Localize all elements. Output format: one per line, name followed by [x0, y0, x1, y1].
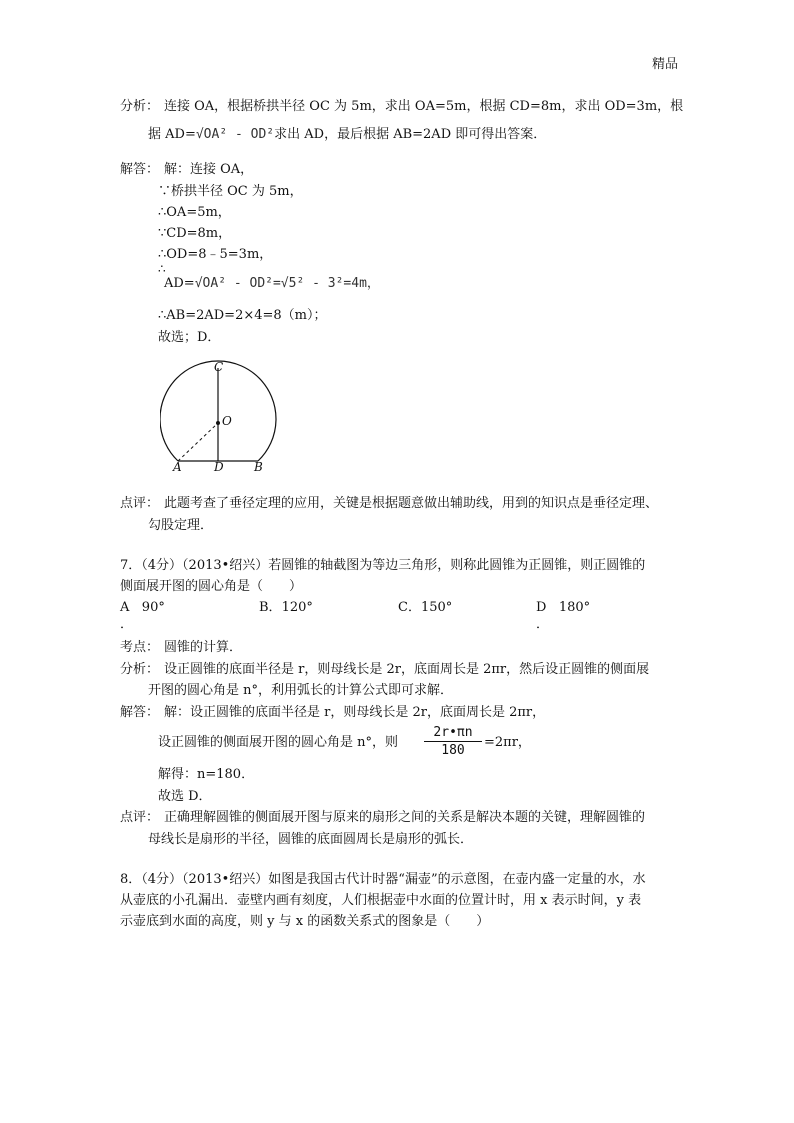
q7-option-b: B．120°	[259, 600, 313, 615]
analysis-tag: 分析：	[120, 662, 160, 677]
ab-line: ∴AB=2AD=2×4=8（m）；	[158, 308, 327, 323]
solution-line-2-prefix: 设正圆锥的侧面展开图的圆心角是 n°，则	[158, 735, 399, 750]
label-b: B	[254, 460, 263, 474]
sqrt-formula: √OA² - OD²	[195, 127, 275, 142]
comment-line-2: 勾股定理．	[148, 518, 214, 533]
q8-line-1: 8．（4分）（2013•绍兴）如图是我国古代计时器“漏壶”的示意图，在壶内盛一定量的水，水	[120, 872, 646, 887]
solution-tag: 解答：	[120, 162, 160, 177]
ad-line: AD=√OA² - OD²=√5² - 3²=4m，	[164, 276, 380, 291]
comment-line-1: 此题考查了垂径定理的应用，关键是根据题意做出辅助线，用到的知识点是垂径定理、	[164, 496, 659, 511]
solution-line: 解：连接 OA，	[164, 162, 254, 177]
solution-line-3: 解得：n=180．	[158, 767, 255, 782]
q7-dot: ．	[536, 617, 550, 632]
q8-line-3: 示壶底到水面的高度，则 y 与 x 的函数关系式的图象是（ ）	[120, 914, 490, 929]
solution-line-4: 故选 D．	[158, 789, 212, 804]
label-o: O	[222, 414, 232, 428]
analysis-line-2: 据 AD=√OA² - OD²求出 AD，最后根据 AB=2AD 即可得出答案．	[148, 127, 547, 142]
solution-line-1: 解：设正圆锥的底面半径是 r，则母线长是 2r，底面周长是 2πr，	[164, 705, 546, 720]
comment-tag: 点评：	[120, 810, 160, 825]
q7-option-a: A 90°	[120, 600, 165, 615]
q7-stem-line-1: 7．（4分）（2013•绍兴）若圆锥的轴截图为等边三角形，则称此圆锥为正圆锥，则正圆锥的	[120, 558, 646, 573]
label-c: C	[214, 360, 224, 374]
fraction	[424, 726, 482, 757]
fraction-numerator: 2r•πn	[433, 725, 473, 740]
solution-line-2-suffix: =2πr，	[484, 735, 531, 750]
q7-option-d: D 180°	[536, 600, 591, 615]
therefore-symbol: ∴	[158, 262, 166, 276]
label-a: A	[173, 460, 182, 474]
solution-line: ∴OA=5m，	[158, 205, 231, 220]
q7-stem-line-2: 侧面展开图的圆心角是（ ）	[120, 579, 303, 594]
fraction-denominator: 180	[441, 743, 465, 758]
analysis-line-1: 设正圆锥的底面半径是 r，则母线长是 2r，底面周长是 2πr，然后设正圆锥的侧面展	[164, 662, 650, 677]
analysis-line-1: 连接 OA，根据桥拱半径 OC 为 5m，求出 OA=5m，根据 CD=8m，求出 OD=3m，根	[164, 99, 684, 114]
q8-line-2: 从壶底的小孔漏出．壶壁内画有刻度，人们根据壶中水面的位置计时，用 x 表示时间，y 表	[120, 893, 642, 908]
ad-sqrt-formula: √OA² - OD²=√5² - 3²=4m，	[194, 276, 380, 291]
kaodian-tag: 考点：	[120, 640, 160, 655]
comment-line-1: 正确理解圆锥的侧面展开图与原来的扇形之间的关系是解决本题的关键，理解圆锥的	[164, 810, 646, 825]
analysis-line-2: 开图的圆心角是 n°，利用弧长的计算公式即可求解．	[148, 683, 454, 698]
solution-line: ∴OD=8﹣5=3m，	[158, 247, 273, 262]
solution-line: ∵CD=8m，	[158, 226, 232, 241]
comment-line-2: 母线长是扇形的半径，圆锥的底面圆周长是扇形的弧长．	[148, 832, 474, 847]
label-d: D	[214, 460, 224, 474]
header-label: 精品	[652, 57, 679, 72]
solution-tag: 解答：	[120, 705, 160, 720]
comment-tag: 点评：	[120, 496, 160, 511]
analysis-tag: 分析：	[120, 99, 160, 114]
arch-figure	[160, 360, 290, 475]
kaodian-text: 圆锥的计算．	[164, 640, 243, 655]
q7-option-c: C．150°	[398, 600, 453, 615]
solution-line: ∵桥拱半径 OC 为 5m，	[158, 184, 303, 199]
choice-line: 故选；D．	[158, 330, 221, 345]
q7-dot: ．	[120, 617, 134, 632]
